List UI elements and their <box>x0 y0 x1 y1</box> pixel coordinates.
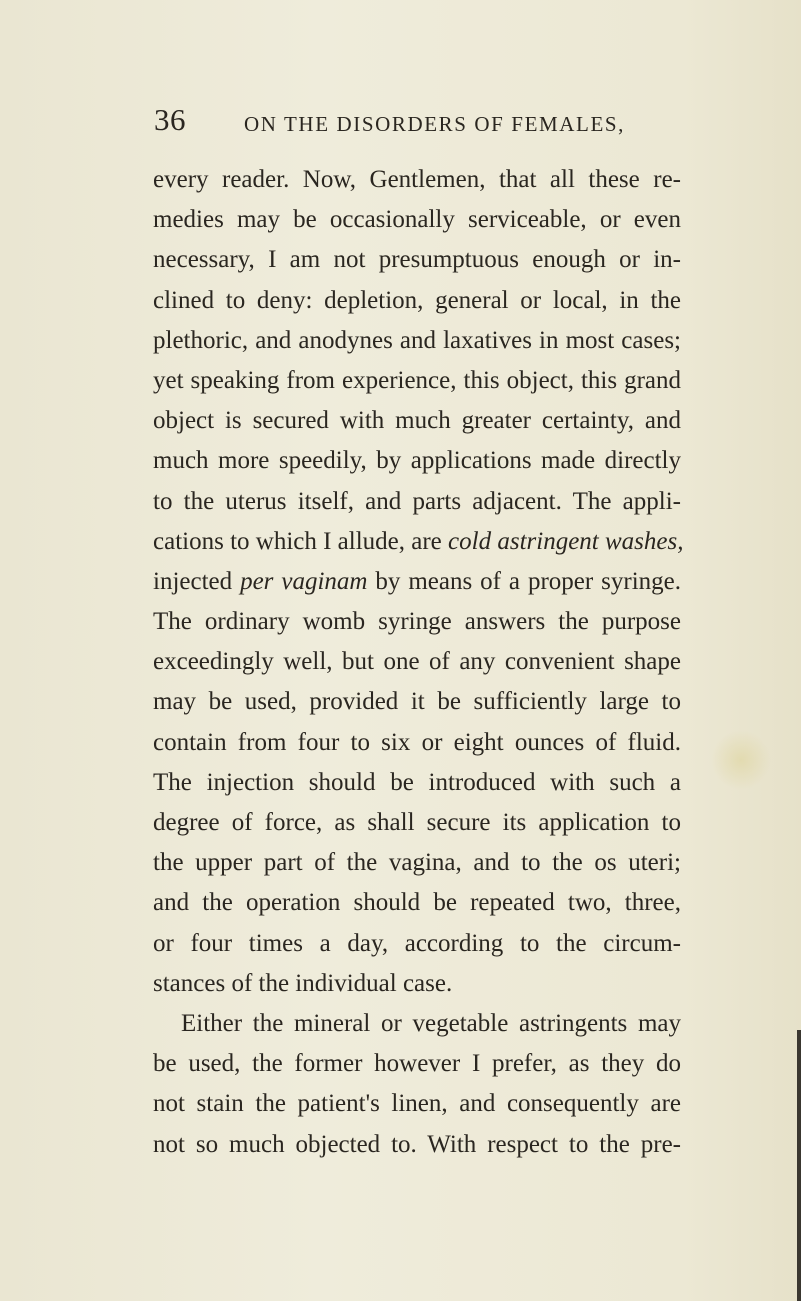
text-line: necessary, I am not presumptuous enough or in- <box>153 246 681 274</box>
text-line: The injection should be introduced with such a <box>153 768 681 796</box>
text-line: cations to which I allude, are cold astringent washes, <box>153 527 684 555</box>
text-line: every reader. Now, Gentlemen, that all these re- <box>153 166 681 193</box>
text-line: object is secured with much greater certainty, and <box>153 407 681 435</box>
page-edge-shadow <box>797 1030 801 1301</box>
text-line: and the operation should be repeated two, three, <box>153 889 681 917</box>
text-line: injected per vaginam by means of a proper syringe. <box>153 567 681 595</box>
page-header <box>154 102 654 148</box>
text-line: or four times a day, according to the circum- <box>153 929 681 957</box>
text-line: clined to deny: depletion, general or local, in the <box>153 286 681 314</box>
text-line: Either the mineral or vegetable astringents may <box>181 1009 681 1037</box>
text-line: may be used, provided it be sufficiently large to <box>153 688 681 716</box>
text-line: stances of the individual case. <box>153 969 453 997</box>
italic-phrase: cold astringent washes, <box>448 527 684 555</box>
text-line: exceedingly well, but one of any convenient shape <box>153 648 681 676</box>
text-line: much more speedily, by applications made directly <box>153 447 681 475</box>
text-line: be used, the former however I prefer, as they do <box>153 1050 681 1078</box>
running-head: ON THE DISORDERS OF FEMALES, <box>244 112 626 136</box>
text-line: not so much objected to. With respect to the pre- <box>153 1130 681 1158</box>
italic-phrase: per vaginam <box>240 567 368 595</box>
text-line: medies may be occasionally serviceable, or even <box>153 206 681 234</box>
text-line: not stain the patient's linen, and consequently are <box>153 1090 681 1118</box>
text-line: to the uterus itself, and parts adjacent. The appli- <box>153 487 681 515</box>
text-line: plethoric, and anodynes and laxatives in most cases; <box>153 326 681 354</box>
text-line: contain from four to six or eight ounces of fluid. <box>153 728 681 756</box>
text-line: the upper part of the vagina, and to the os uteri; <box>153 849 681 877</box>
body-text <box>153 160 684 1165</box>
paper-stain <box>711 730 771 790</box>
text-line: yet speaking from experience, this object, this grand <box>153 366 681 394</box>
text-line: The ordinary womb syringe answers the purpose <box>153 608 681 636</box>
page-number: 36 <box>154 102 186 137</box>
text-line: degree of force, as shall secure its application to <box>153 809 681 836</box>
